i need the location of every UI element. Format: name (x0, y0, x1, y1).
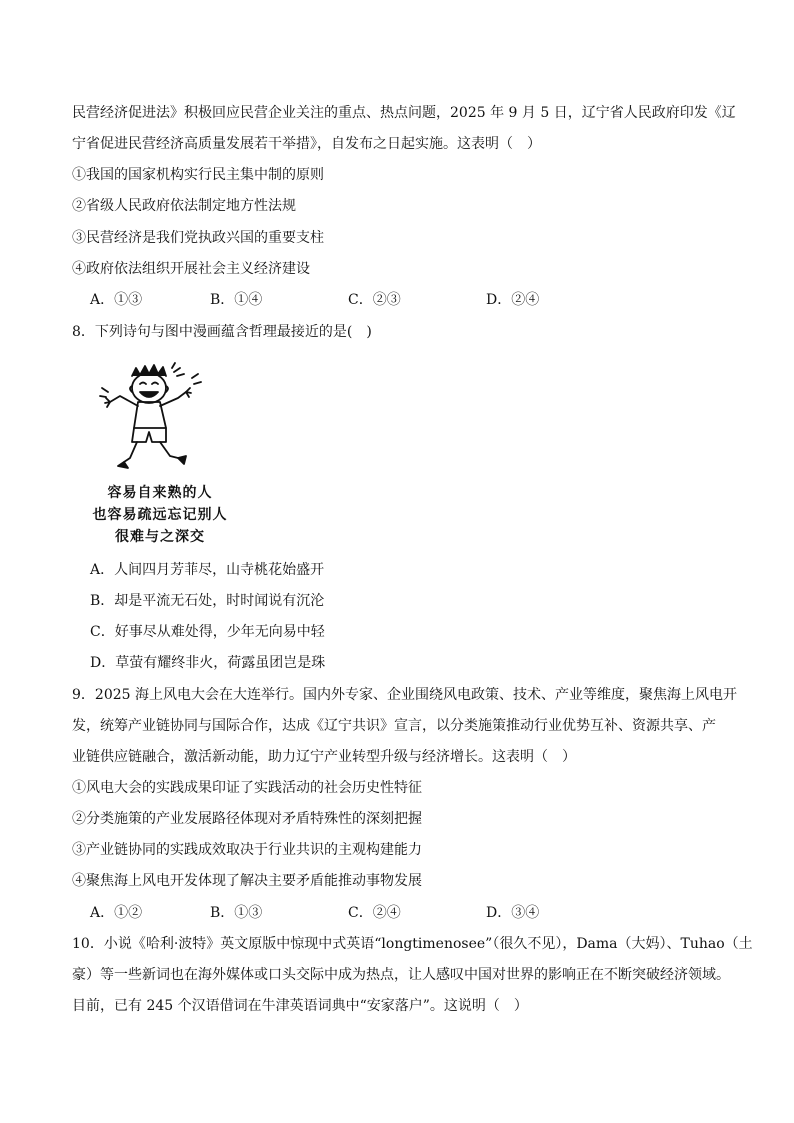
q10-stem-line-3: 目前，已有 245 个汉语借词在牛津英语词典中“安家落户”。这说明（ ） (72, 998, 528, 1014)
q9-item-3: ③产业链协同的实践成效取决于行业共识的主观构建能力 (72, 842, 422, 858)
q9-option-a: A．①② (90, 905, 143, 921)
q9-option-b: B．①③ (210, 905, 263, 921)
q7-item-1: ①我国的国家机构实行民主集中制的原则 (72, 167, 324, 183)
q9-stem-line-2: 发，统筹产业链协同与国际合作，达成《辽宁共识》宣言，以分类施策推动行业优势互补、资源共享、产 (72, 718, 716, 734)
cartoon-caption-line-2: 也容易疏远忘记别人 (92, 507, 228, 523)
q8-option-a: A．人间四月芳菲尽，山寺桃花始盛开 (90, 562, 325, 578)
laughing-kid-illustration (80, 362, 240, 474)
q7-item-4: ④政府依法组织开展社会主义经济建设 (72, 261, 310, 277)
q7-option-d: D．②④ (486, 292, 540, 308)
q9-item-1: ①风电大会的实践成果印证了实践活动的社会历史性特征 (72, 780, 422, 796)
q9-stem-line-3: 业链供应链融合，激活新动能，助力辽宁产业转型升级与经济增长。这表明（ ） (72, 749, 576, 765)
q9-item-4: ④聚焦海上风电开发体现了解决主要矛盾能推动事物发展 (72, 873, 422, 889)
cartoon-caption-line-1: 容易自来熟的人 (107, 485, 213, 501)
q7-option-c: C．②③ (348, 292, 401, 308)
q9-option-d: D．③④ (486, 905, 540, 921)
q9-stem-line-1: 9．2025 海上风电大会在大连举行。国内外专家、企业围绕风电政策、技术、产业等维度，聚焦海上风电开 (72, 687, 737, 703)
cartoon-caption-line-3: 很难与之深交 (115, 529, 205, 545)
q7-item-2: ②省级人民政府依法制定地方性法规 (72, 198, 296, 214)
q7-stem-line-1: 民营经济促进法》积极回应民营企业关注的重点、热点问题，2025 年 9 月 5 日，辽宁省人民政府印发《辽 (72, 105, 736, 121)
cartoon-image (80, 362, 240, 552)
q8-stem: 8．下列诗句与图中漫画蕴含哲理最接近的是( ) (72, 324, 372, 340)
q8-option-c: C．好事尽从难处得，少年无向易中轻 (90, 624, 325, 640)
q10-stem-line-1: 10．小说《哈利·波特》英文原版中惊现中式英语“longtimenosee”（很久不见），Dama（大妈）、Tuhao（土 (72, 936, 753, 952)
q9-option-c: C．②④ (348, 905, 401, 921)
q7-stem-line-2: 宁省促进民营经济高质量发展若干举措》，自发布之日起实施。这表明（ ） (72, 136, 541, 152)
q9-item-2: ②分类施策的产业发展路径体现对矛盾特殊性的深刻把握 (72, 811, 422, 827)
q7-option-a: A．①③ (90, 292, 143, 308)
q10-stem-line-2: 豪）等一些新词也在海外媒体或口头交际中成为热点，让人感叹中国对世界的影响正在不断突破经济领域。 (72, 967, 730, 983)
q8-option-b: B．却是平流无石处，时时闻说有沉沦 (90, 593, 325, 609)
q7-item-3: ③民营经济是我们党执政兴国的重要支柱 (72, 230, 324, 246)
q8-option-d: D．草萤有耀终非火，荷露虽团岂是珠 (90, 655, 326, 671)
q7-option-b: B．①④ (210, 292, 263, 308)
